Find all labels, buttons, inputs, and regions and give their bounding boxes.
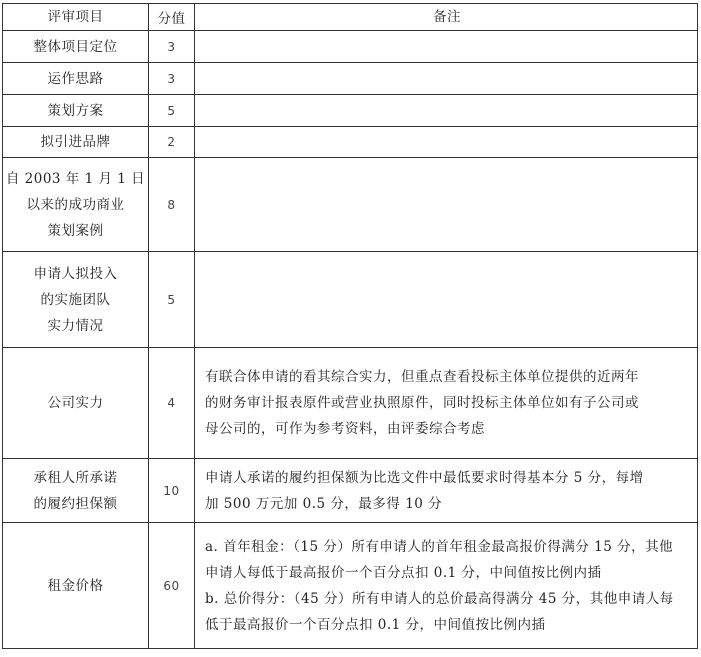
table-row (3, 158, 698, 252)
item-line: 整体项目定位 (33, 38, 118, 55)
item-line: 以来的成功商业 (26, 196, 125, 213)
item-line: 策划案例 (47, 222, 104, 239)
note-cell (195, 348, 698, 459)
item-line: 运作思路 (47, 70, 104, 87)
note-line: 母公司的，可作为参考资料，由评委综合考虑 (205, 421, 485, 437)
score-cell: 8 (149, 158, 195, 252)
score-cell: 5 (149, 252, 195, 348)
item-line: 拟引进品牌 (40, 134, 111, 150)
note-cell (195, 523, 698, 649)
note-cell (195, 252, 698, 348)
note-cell (195, 127, 698, 158)
note-line: 低于最高报价一个百分点扣 0.1 分，中间值按比例内插 (205, 616, 546, 633)
table-row (3, 348, 698, 459)
table-row (3, 63, 698, 95)
table-row (3, 31, 698, 63)
item-cell (3, 127, 149, 158)
note-line: 加 500 万元加 0.5 分，最多得 10 分 (205, 495, 443, 512)
item-line: 申请人拟投入 (33, 265, 118, 282)
table-row (3, 459, 698, 523)
score-cell: 10 (149, 459, 195, 523)
item-cell (3, 459, 149, 523)
item-line: 的实施团队 (40, 291, 111, 308)
header-row (3, 4, 698, 31)
item-cell (3, 63, 149, 95)
table-row (3, 523, 698, 649)
item-cell (3, 523, 149, 649)
header-item: 评审项目 (3, 4, 149, 31)
note-cell (195, 459, 698, 523)
note-line: 的财务审计报表原件或营业执照原件，同时投标主体单位如有子公司或 (205, 395, 639, 411)
note-cell (195, 158, 698, 252)
item-line: 承租人所承诺 (33, 469, 118, 486)
score-cell: 60 (149, 523, 195, 649)
score-cell: 3 (149, 63, 195, 95)
score-cell: 2 (149, 127, 195, 158)
table-row (3, 127, 698, 158)
item-line: 自 2003 年 1 月 1 日 (5, 170, 146, 187)
table-body (3, 31, 698, 649)
item-cell (3, 348, 149, 459)
item-cell (3, 95, 149, 127)
header-note: 备注 (195, 4, 698, 31)
item-cell (3, 252, 149, 348)
note-line: 申请人承诺的履约担保额为比选文件中最低要求时得基本分 5 分，每增 (205, 469, 644, 486)
score-cell: 4 (149, 348, 195, 459)
item-line: 租金价格 (47, 577, 104, 594)
note-line: 申请人每低于最高报价一个百分点扣 0.1 分，中间值按比例内插 (205, 564, 602, 581)
item-line: 的履约担保额 (33, 495, 118, 512)
score-cell: 3 (149, 31, 195, 63)
note-line: 有联合体申请的看其综合实力，但重点查看投标主体单位提供的近两年 (205, 369, 639, 385)
item-line: 实力情况 (47, 317, 104, 334)
scoring-table (2, 3, 698, 649)
note-cell (195, 31, 698, 63)
note-line: b. 总价得分：（45 分）所有申请人的总价最高得满分 45 分，其他申请人每 (205, 590, 674, 607)
item-line: 公司实力 (47, 395, 104, 411)
item-line: 策划方案 (47, 102, 104, 119)
note-line: a. 首年租金：（15 分）所有申请人的首年租金最高报价得满分 15 分，其他 (205, 538, 674, 555)
note-cell (195, 63, 698, 95)
table-row (3, 252, 698, 348)
item-cell (3, 158, 149, 252)
item-cell (3, 31, 149, 63)
table-row (3, 95, 698, 127)
score-cell: 5 (149, 95, 195, 127)
note-cell (195, 95, 698, 127)
header-score: 分值 (149, 4, 195, 31)
